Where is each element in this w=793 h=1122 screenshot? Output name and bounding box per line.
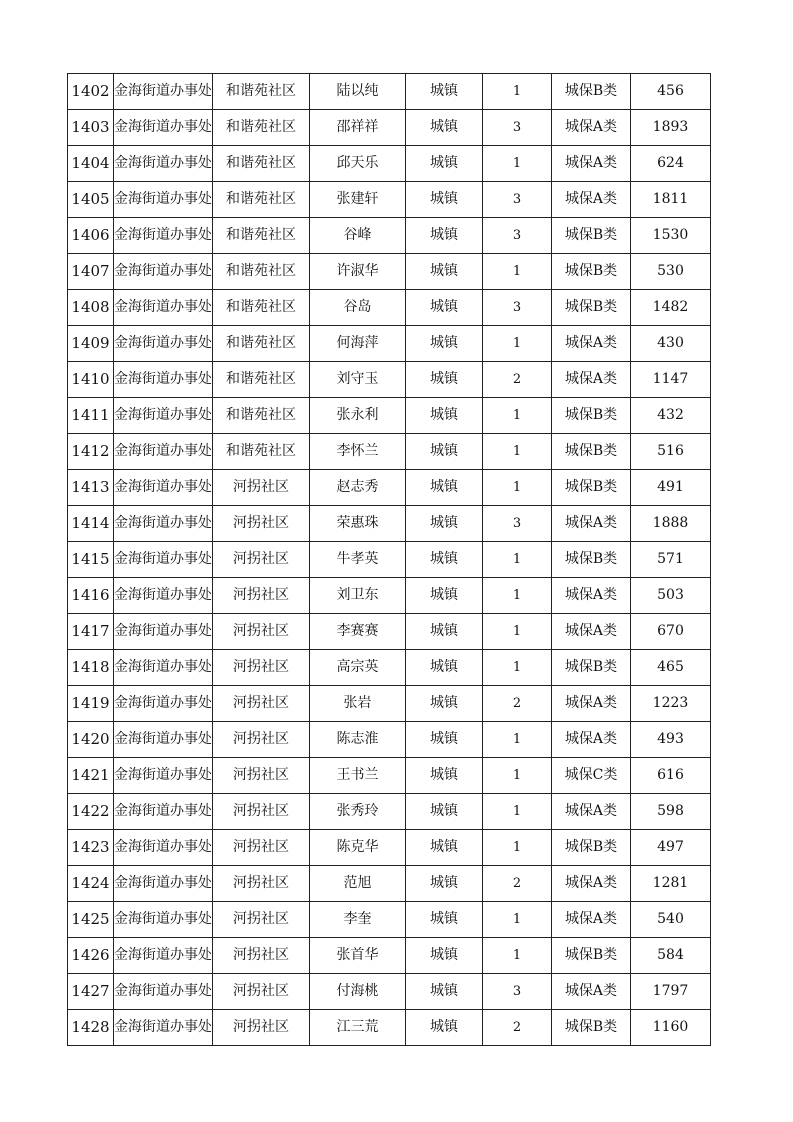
area-cell: 城镇 bbox=[406, 722, 483, 758]
name-cell: 陈志淮 bbox=[310, 722, 406, 758]
amount-cell: 584 bbox=[631, 938, 711, 974]
row-id-cell: 1405 bbox=[68, 182, 114, 218]
name-cell: 王书兰 bbox=[310, 758, 406, 794]
area-cell: 城镇 bbox=[406, 686, 483, 722]
community-cell: 河拐社区 bbox=[213, 578, 310, 614]
area-cell: 城镇 bbox=[406, 326, 483, 362]
category-cell: 城保C类 bbox=[552, 758, 631, 794]
community-cell: 和谐苑社区 bbox=[213, 182, 310, 218]
amount-cell: 1888 bbox=[631, 506, 711, 542]
name-cell: 李赛赛 bbox=[310, 614, 406, 650]
community-cell: 河拐社区 bbox=[213, 866, 310, 902]
household-count-cell: 2 bbox=[483, 866, 552, 902]
name-cell: 张永利 bbox=[310, 398, 406, 434]
name-cell: 范旭 bbox=[310, 866, 406, 902]
row-id-cell: 1413 bbox=[68, 470, 114, 506]
office-cell: 金海街道办事处 bbox=[114, 650, 213, 686]
row-id-cell: 1424 bbox=[68, 866, 114, 902]
table-row bbox=[68, 506, 711, 542]
household-count-cell: 1 bbox=[483, 578, 552, 614]
amount-cell: 1223 bbox=[631, 686, 711, 722]
amount-cell: 571 bbox=[631, 542, 711, 578]
community-cell: 和谐苑社区 bbox=[213, 398, 310, 434]
office-cell: 金海街道办事处 bbox=[114, 398, 213, 434]
amount-cell: 491 bbox=[631, 470, 711, 506]
table-row bbox=[68, 146, 711, 182]
category-cell: 城保A类 bbox=[552, 686, 631, 722]
row-id-cell: 1423 bbox=[68, 830, 114, 866]
household-count-cell: 1 bbox=[483, 758, 552, 794]
category-cell: 城保A类 bbox=[552, 110, 631, 146]
area-cell: 城镇 bbox=[406, 650, 483, 686]
amount-cell: 503 bbox=[631, 578, 711, 614]
community-cell: 和谐苑社区 bbox=[213, 146, 310, 182]
office-cell: 金海街道办事处 bbox=[114, 830, 213, 866]
area-cell: 城镇 bbox=[406, 254, 483, 290]
name-cell: 张秀玲 bbox=[310, 794, 406, 830]
table-row bbox=[68, 902, 711, 938]
table-row bbox=[68, 74, 711, 110]
community-cell: 河拐社区 bbox=[213, 974, 310, 1010]
table-row bbox=[68, 758, 711, 794]
table-row bbox=[68, 434, 711, 470]
name-cell: 张首华 bbox=[310, 938, 406, 974]
name-cell: 赵志秀 bbox=[310, 470, 406, 506]
office-cell: 金海街道办事处 bbox=[114, 902, 213, 938]
name-cell: 李奎 bbox=[310, 902, 406, 938]
household-count-cell: 1 bbox=[483, 650, 552, 686]
amount-cell: 432 bbox=[631, 398, 711, 434]
amount-cell: 1281 bbox=[631, 866, 711, 902]
category-cell: 城保B类 bbox=[552, 542, 631, 578]
office-cell: 金海街道办事处 bbox=[114, 470, 213, 506]
office-cell: 金海街道办事处 bbox=[114, 686, 213, 722]
office-cell: 金海街道办事处 bbox=[114, 362, 213, 398]
category-cell: 城保A类 bbox=[552, 722, 631, 758]
community-cell: 河拐社区 bbox=[213, 686, 310, 722]
table-row bbox=[68, 398, 711, 434]
household-count-cell: 1 bbox=[483, 434, 552, 470]
area-cell: 城镇 bbox=[406, 902, 483, 938]
area-cell: 城镇 bbox=[406, 866, 483, 902]
office-cell: 金海街道办事处 bbox=[114, 218, 213, 254]
community-cell: 和谐苑社区 bbox=[213, 254, 310, 290]
row-id-cell: 1414 bbox=[68, 506, 114, 542]
row-id-cell: 1427 bbox=[68, 974, 114, 1010]
amount-cell: 516 bbox=[631, 434, 711, 470]
community-cell: 和谐苑社区 bbox=[213, 290, 310, 326]
name-cell: 刘卫东 bbox=[310, 578, 406, 614]
household-count-cell: 2 bbox=[483, 1010, 552, 1046]
office-cell: 金海街道办事处 bbox=[114, 74, 213, 110]
table-row bbox=[68, 110, 711, 146]
table-row bbox=[68, 794, 711, 830]
office-cell: 金海街道办事处 bbox=[114, 938, 213, 974]
area-cell: 城镇 bbox=[406, 794, 483, 830]
category-cell: 城保B类 bbox=[552, 938, 631, 974]
area-cell: 城镇 bbox=[406, 758, 483, 794]
row-id-cell: 1410 bbox=[68, 362, 114, 398]
category-cell: 城保B类 bbox=[552, 290, 631, 326]
area-cell: 城镇 bbox=[406, 614, 483, 650]
row-id-cell: 1421 bbox=[68, 758, 114, 794]
area-cell: 城镇 bbox=[406, 290, 483, 326]
name-cell: 刘守玉 bbox=[310, 362, 406, 398]
name-cell: 李怀兰 bbox=[310, 434, 406, 470]
household-count-cell: 1 bbox=[483, 542, 552, 578]
area-cell: 城镇 bbox=[406, 830, 483, 866]
table-row bbox=[68, 938, 711, 974]
name-cell: 陆以纯 bbox=[310, 74, 406, 110]
amount-cell: 616 bbox=[631, 758, 711, 794]
area-cell: 城镇 bbox=[406, 74, 483, 110]
office-cell: 金海街道办事处 bbox=[114, 578, 213, 614]
area-cell: 城镇 bbox=[406, 182, 483, 218]
category-cell: 城保A类 bbox=[552, 614, 631, 650]
amount-cell: 530 bbox=[631, 254, 711, 290]
row-id-cell: 1419 bbox=[68, 686, 114, 722]
category-cell: 城保A类 bbox=[552, 578, 631, 614]
table-row bbox=[68, 974, 711, 1010]
household-count-cell: 3 bbox=[483, 974, 552, 1010]
community-cell: 河拐社区 bbox=[213, 794, 310, 830]
area-cell: 城镇 bbox=[406, 110, 483, 146]
amount-cell: 1482 bbox=[631, 290, 711, 326]
row-id-cell: 1417 bbox=[68, 614, 114, 650]
area-cell: 城镇 bbox=[406, 362, 483, 398]
row-id-cell: 1408 bbox=[68, 290, 114, 326]
office-cell: 金海街道办事处 bbox=[114, 110, 213, 146]
amount-cell: 1811 bbox=[631, 182, 711, 218]
row-id-cell: 1422 bbox=[68, 794, 114, 830]
household-count-cell: 1 bbox=[483, 830, 552, 866]
amount-cell: 624 bbox=[631, 146, 711, 182]
community-cell: 河拐社区 bbox=[213, 470, 310, 506]
amount-cell: 1530 bbox=[631, 218, 711, 254]
household-count-cell: 1 bbox=[483, 794, 552, 830]
name-cell: 何海萍 bbox=[310, 326, 406, 362]
category-cell: 城保A类 bbox=[552, 362, 631, 398]
amount-cell: 1797 bbox=[631, 974, 711, 1010]
area-cell: 城镇 bbox=[406, 398, 483, 434]
office-cell: 金海街道办事处 bbox=[114, 542, 213, 578]
table-row bbox=[68, 470, 711, 506]
community-cell: 和谐苑社区 bbox=[213, 326, 310, 362]
row-id-cell: 1412 bbox=[68, 434, 114, 470]
area-cell: 城镇 bbox=[406, 434, 483, 470]
area-cell: 城镇 bbox=[406, 1010, 483, 1046]
name-cell: 高宗英 bbox=[310, 650, 406, 686]
office-cell: 金海街道办事处 bbox=[114, 758, 213, 794]
amount-cell: 456 bbox=[631, 74, 711, 110]
category-cell: 城保A类 bbox=[552, 146, 631, 182]
office-cell: 金海街道办事处 bbox=[114, 1010, 213, 1046]
amount-cell: 598 bbox=[631, 794, 711, 830]
name-cell: 许淑华 bbox=[310, 254, 406, 290]
row-id-cell: 1428 bbox=[68, 1010, 114, 1046]
office-cell: 金海街道办事处 bbox=[114, 794, 213, 830]
household-count-cell: 1 bbox=[483, 254, 552, 290]
relief-roster-table bbox=[67, 73, 711, 1046]
community-cell: 河拐社区 bbox=[213, 542, 310, 578]
table-row bbox=[68, 182, 711, 218]
area-cell: 城镇 bbox=[406, 218, 483, 254]
name-cell: 谷峰 bbox=[310, 218, 406, 254]
area-cell: 城镇 bbox=[406, 146, 483, 182]
row-id-cell: 1426 bbox=[68, 938, 114, 974]
community-cell: 河拐社区 bbox=[213, 1010, 310, 1046]
community-cell: 河拐社区 bbox=[213, 614, 310, 650]
household-count-cell: 3 bbox=[483, 182, 552, 218]
office-cell: 金海街道办事处 bbox=[114, 146, 213, 182]
table-row bbox=[68, 542, 711, 578]
household-count-cell: 3 bbox=[483, 218, 552, 254]
category-cell: 城保A类 bbox=[552, 974, 631, 1010]
amount-cell: 430 bbox=[631, 326, 711, 362]
row-id-cell: 1416 bbox=[68, 578, 114, 614]
amount-cell: 465 bbox=[631, 650, 711, 686]
office-cell: 金海街道办事处 bbox=[114, 326, 213, 362]
household-count-cell: 3 bbox=[483, 290, 552, 326]
community-cell: 河拐社区 bbox=[213, 758, 310, 794]
amount-cell: 497 bbox=[631, 830, 711, 866]
name-cell: 江三荒 bbox=[310, 1010, 406, 1046]
table-row bbox=[68, 578, 711, 614]
area-cell: 城镇 bbox=[406, 974, 483, 1010]
table-row bbox=[68, 830, 711, 866]
office-cell: 金海街道办事处 bbox=[114, 506, 213, 542]
household-count-cell: 2 bbox=[483, 362, 552, 398]
row-id-cell: 1403 bbox=[68, 110, 114, 146]
row-id-cell: 1406 bbox=[68, 218, 114, 254]
name-cell: 邵祥祥 bbox=[310, 110, 406, 146]
office-cell: 金海街道办事处 bbox=[114, 722, 213, 758]
table-row bbox=[68, 218, 711, 254]
community-cell: 河拐社区 bbox=[213, 938, 310, 974]
category-cell: 城保B类 bbox=[552, 830, 631, 866]
area-cell: 城镇 bbox=[406, 470, 483, 506]
office-cell: 金海街道办事处 bbox=[114, 254, 213, 290]
office-cell: 金海街道办事处 bbox=[114, 434, 213, 470]
amount-cell: 1147 bbox=[631, 362, 711, 398]
category-cell: 城保B类 bbox=[552, 470, 631, 506]
table-row bbox=[68, 362, 711, 398]
household-count-cell: 3 bbox=[483, 110, 552, 146]
amount-cell: 493 bbox=[631, 722, 711, 758]
office-cell: 金海街道办事处 bbox=[114, 974, 213, 1010]
row-id-cell: 1411 bbox=[68, 398, 114, 434]
table-body bbox=[68, 74, 711, 1046]
table-row bbox=[68, 722, 711, 758]
community-cell: 和谐苑社区 bbox=[213, 74, 310, 110]
office-cell: 金海街道办事处 bbox=[114, 182, 213, 218]
household-count-cell: 1 bbox=[483, 74, 552, 110]
area-cell: 城镇 bbox=[406, 578, 483, 614]
category-cell: 城保A类 bbox=[552, 866, 631, 902]
category-cell: 城保B类 bbox=[552, 218, 631, 254]
table-row bbox=[68, 866, 711, 902]
row-id-cell: 1402 bbox=[68, 74, 114, 110]
category-cell: 城保A类 bbox=[552, 902, 631, 938]
category-cell: 城保B类 bbox=[552, 1010, 631, 1046]
name-cell: 荣惠珠 bbox=[310, 506, 406, 542]
row-id-cell: 1407 bbox=[68, 254, 114, 290]
category-cell: 城保A类 bbox=[552, 794, 631, 830]
area-cell: 城镇 bbox=[406, 506, 483, 542]
category-cell: 城保B类 bbox=[552, 650, 631, 686]
amount-cell: 1160 bbox=[631, 1010, 711, 1046]
category-cell: 城保A类 bbox=[552, 182, 631, 218]
community-cell: 和谐苑社区 bbox=[213, 362, 310, 398]
category-cell: 城保B类 bbox=[552, 74, 631, 110]
household-count-cell: 3 bbox=[483, 506, 552, 542]
community-cell: 河拐社区 bbox=[213, 902, 310, 938]
area-cell: 城镇 bbox=[406, 938, 483, 974]
household-count-cell: 1 bbox=[483, 398, 552, 434]
household-count-cell: 1 bbox=[483, 470, 552, 506]
table-row bbox=[68, 686, 711, 722]
table-row bbox=[68, 650, 711, 686]
name-cell: 谷岛 bbox=[310, 290, 406, 326]
table-row bbox=[68, 290, 711, 326]
amount-cell: 1893 bbox=[631, 110, 711, 146]
community-cell: 河拐社区 bbox=[213, 506, 310, 542]
office-cell: 金海街道办事处 bbox=[114, 614, 213, 650]
table-row bbox=[68, 326, 711, 362]
table-row bbox=[68, 254, 711, 290]
household-count-cell: 1 bbox=[483, 614, 552, 650]
name-cell: 牛孝英 bbox=[310, 542, 406, 578]
category-cell: 城保B类 bbox=[552, 398, 631, 434]
category-cell: 城保A类 bbox=[552, 326, 631, 362]
community-cell: 和谐苑社区 bbox=[213, 218, 310, 254]
amount-cell: 670 bbox=[631, 614, 711, 650]
row-id-cell: 1404 bbox=[68, 146, 114, 182]
household-count-cell: 1 bbox=[483, 326, 552, 362]
amount-cell: 540 bbox=[631, 902, 711, 938]
category-cell: 城保B类 bbox=[552, 434, 631, 470]
community-cell: 和谐苑社区 bbox=[213, 434, 310, 470]
office-cell: 金海街道办事处 bbox=[114, 290, 213, 326]
area-cell: 城镇 bbox=[406, 542, 483, 578]
name-cell: 张建轩 bbox=[310, 182, 406, 218]
row-id-cell: 1409 bbox=[68, 326, 114, 362]
household-count-cell: 1 bbox=[483, 146, 552, 182]
row-id-cell: 1415 bbox=[68, 542, 114, 578]
community-cell: 和谐苑社区 bbox=[213, 110, 310, 146]
community-cell: 河拐社区 bbox=[213, 830, 310, 866]
office-cell: 金海街道办事处 bbox=[114, 866, 213, 902]
table-row bbox=[68, 1010, 711, 1046]
household-count-cell: 2 bbox=[483, 686, 552, 722]
row-id-cell: 1425 bbox=[68, 902, 114, 938]
name-cell: 邱天乐 bbox=[310, 146, 406, 182]
household-count-cell: 1 bbox=[483, 722, 552, 758]
community-cell: 河拐社区 bbox=[213, 650, 310, 686]
name-cell: 付海桃 bbox=[310, 974, 406, 1010]
household-count-cell: 1 bbox=[483, 938, 552, 974]
category-cell: 城保B类 bbox=[552, 254, 631, 290]
community-cell: 河拐社区 bbox=[213, 722, 310, 758]
name-cell: 张岩 bbox=[310, 686, 406, 722]
table-row bbox=[68, 614, 711, 650]
name-cell: 陈克华 bbox=[310, 830, 406, 866]
row-id-cell: 1418 bbox=[68, 650, 114, 686]
row-id-cell: 1420 bbox=[68, 722, 114, 758]
category-cell: 城保A类 bbox=[552, 506, 631, 542]
household-count-cell: 1 bbox=[483, 902, 552, 938]
